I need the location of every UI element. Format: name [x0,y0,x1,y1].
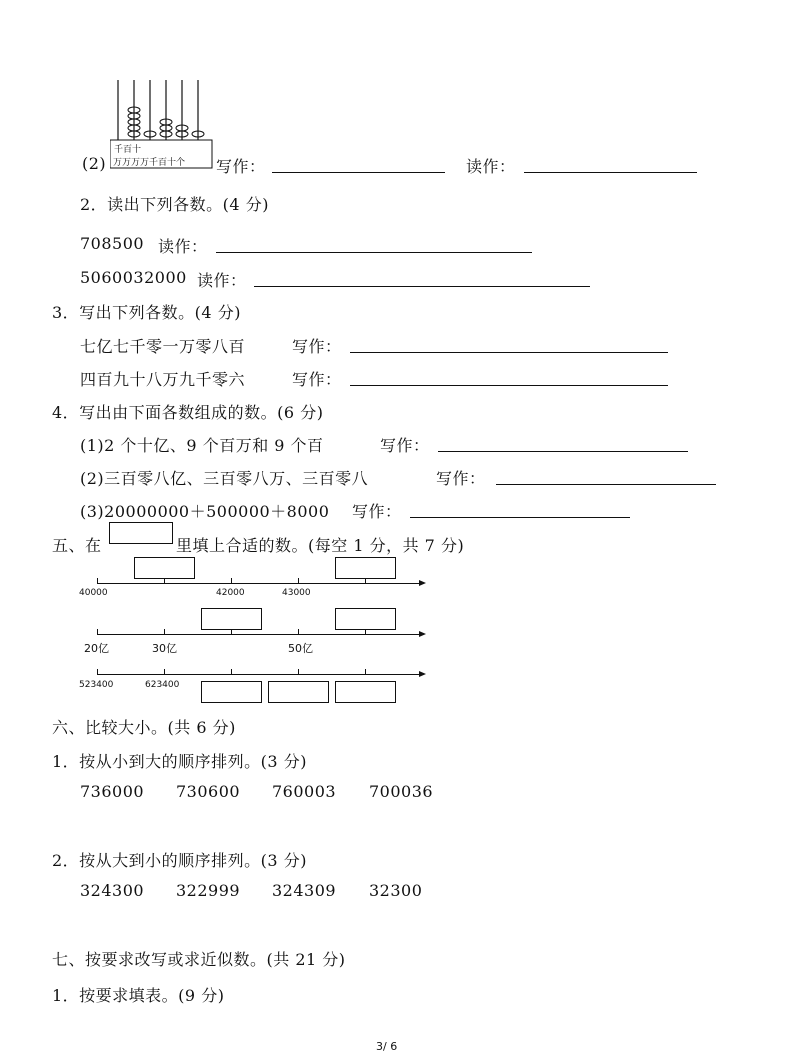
section7-q1-title: 1．按要求填表。(9 分) [52,986,225,1005]
q3-label-1: 写作： [292,337,342,356]
q4-label-3: 写作： [352,502,402,521]
numberline-1-answer-box[interactable] [335,557,396,579]
numberline-1-label: 42000 [216,588,245,598]
numberline-2-answer-box[interactable] [335,608,396,630]
numberline-2-label: 50亿 [288,642,313,655]
page-number: 3/ 6 [376,1040,398,1053]
numberline-2-axis [97,634,419,635]
q2-number-2: 5060032000 [80,268,187,287]
numberline-1-label: 40000 [79,588,108,598]
abacus-read-blank[interactable] [524,172,697,173]
section6-q2-number: 324300 [80,881,145,900]
q2-blank-1[interactable] [216,252,532,253]
section6-q2-number: 322999 [176,881,241,900]
section6-q2-number: 324309 [272,881,337,900]
q4-blank-2[interactable] [496,484,716,485]
numberline-3-label: 523400 [79,680,114,690]
section5-suffix: 里填上合适的数。(每空 1 分，共 7 分) [176,536,465,555]
numberline-2-tick [298,629,299,634]
q3-blank-2[interactable] [350,385,668,386]
section6-title: 六、比较大小。(共 6 分) [52,718,236,737]
q4-label-2: 写作： [436,469,486,488]
numberline-3-tick [97,669,98,674]
numberline-1-tick [97,578,98,583]
numberline-2-arrow [419,631,426,637]
q4-title: 4．写出由下面各数组成的数。(6 分) [52,403,324,422]
section6-q1-number: 736000 [80,782,145,801]
numberline-3-label: 623400 [145,680,180,690]
numberline-1-axis [97,583,419,584]
q4-blank-3[interactable] [410,517,630,518]
section6-q1-title: 1．按从小到大的顺序排列。(3 分) [52,752,307,771]
abacus-write-label: 写作： [216,157,266,176]
abacus-place-labels-top: 千百十 [114,145,142,155]
section6-q1-number: 730600 [176,782,241,801]
numberline-3-arrow [419,671,426,677]
q2-title: 2．读出下列各数。(4 分) [80,195,269,214]
q4-blank-1[interactable] [438,451,688,452]
numberline-3-tick [365,669,366,674]
abacus-place-labels-bottom: 万万万万千百十个 [113,158,186,168]
q3-text-1: 七亿七千零一万零八百 [80,337,246,356]
numberline-2-label: 20亿 [84,642,109,655]
section6-q1-number: 760003 [272,782,337,801]
numberline-1-tick [231,578,232,583]
numberline-2-tick [164,629,165,634]
q2-blank-2[interactable] [254,286,590,287]
numberline-2-tick [97,629,98,634]
q3-text-2: 四百九十八万九千零六 [80,370,246,389]
numberline-3-axis [97,674,419,675]
q3-label-2: 写作： [292,370,342,389]
q4-text-1: (1)2 个十亿、9 个百万和 9 个百 [80,436,324,455]
section6-q2-title: 2．按从大到小的顺序排列。(3 分) [52,851,307,870]
q3-title: 3．写出下列各数。(4 分) [52,303,241,322]
numberline-3-tick [231,669,232,674]
numberline-2-answer-box[interactable] [201,608,262,630]
q3-blank-1[interactable] [350,352,668,353]
q4-text-2: (2)三百零八亿、三百零八万、三百零八 [80,469,369,488]
numberline-3-tick [298,669,299,674]
numberline-2-label: 30亿 [152,642,177,655]
numberline-3-tick [164,669,165,674]
abacus-figure [110,80,214,170]
numberline-1-label: 43000 [282,588,311,598]
q4-text-3: (3)20000000＋500000＋8000 [80,502,330,521]
numberline-3-answer-box[interactable] [268,681,329,703]
section6-q2-number: 32300 [369,881,423,900]
numberline-3-answer-box[interactable] [201,681,262,703]
abacus-read-label: 读作： [466,157,516,176]
abacus-write-blank[interactable] [272,172,445,173]
abacus-item-number: (2) [82,154,107,173]
section5-inline-box [109,522,173,544]
section7-title: 七、按要求改写或求近似数。(共 21 分) [52,950,346,969]
numberline-1-tick [298,578,299,583]
q4-label-1: 写作： [380,436,430,455]
q2-number-1: 708500 [80,234,145,253]
section5-prefix: 五、在 [52,536,102,555]
numberline-3-answer-box[interactable] [335,681,396,703]
numberline-1-answer-box[interactable] [134,557,195,579]
section6-q1-number: 700036 [369,782,434,801]
q2-label-2: 读作： [197,271,247,290]
q2-label-1: 读作： [158,237,208,256]
numberline-1-arrow [419,580,426,586]
